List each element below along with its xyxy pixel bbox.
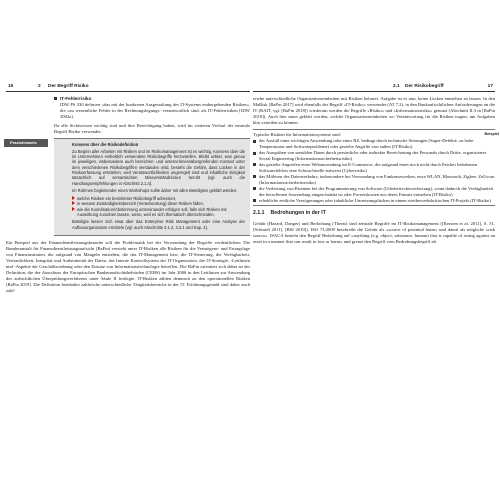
left-paragraph-1: Da alle Sichtweisen wichtig sind und ihre Berechtigung haben, wird im weiteren Verlauf der neutrale Begriff Risiko verwendet. [54, 122, 250, 134]
list-item: in wessen Zuständigkeitsbereich (Verantwortung) diese Risiken fallen, [72, 201, 245, 206]
right-paragraph-2: Gefahr (Hazard, Danger) und Bedrohung (Threat) sind zentrale Begriffe im IT-Risikomanagement ([Kersten et al. 2011], S. 51, [Schmidt 2011], [BSI 2019]). ISO 73:2009 beschreibt die Gefahr als »source of potential harm« und damit als mögliche »risk source«. ISACA bezieht den Begriff Bedrohung auf »anything (e.g. object, substance, human) that is capable of acting against an asset in a manner that can result in loss or harm« und grenzt den Begriff vom Bedrohungsbegriff ab. [253, 221, 495, 245]
list-item: erhebliche zeitliche Verzögerungen oder inhaltliche Umsetzungslücken in einem wettbewerbskritischen IT-Projekt (IT-Risiko) [253, 198, 495, 204]
list-item: das gezielte Angreifen einer Webanwendung im E-Commerce, die aufgrund eines noch nicht durch Patches behobenen Softwarefehlers eine Schwachstelle aufweist (Cyberrisiko) [253, 162, 495, 174]
practice-note-title: Konsens über die Risikodefinition [72, 142, 139, 148]
subsection-heading [253, 211, 495, 217]
right-paragraph-1: reiche unterschiedliche Organisationseinheiten mit Risiken belastet. Aufgabe ist es nun, keine Lücken entstehen zu lassen. In den MaRisk [BaFin 2017] wird ebenfalls der Begriff »IT-Risiko« verwendet (AT 7.2), in den Bankaufsichtlichen Anforderungen an die IT (BAIT, vgl. [BaFin 2018]) wiederum werden die Begriffe »Risiko« und »Informationsrisiko« genutzt (Abschnitt II.3 in [BaFin 2018]). Auch hier muss geklärt werden, welche Organisationseinheiten wo Verantwortung für die Risiken tragen, um Aufgaben klar verteilen zu können. [253, 96, 495, 125]
practice-note-text-2: Im Rahmen begleitender eines Workshops sollte daher mit allen Beteiligten geklärt werden, [72, 188, 238, 194]
practice-note-text-1: Zu Beginn aller Arbeiten mit Risiken und im Risikomanagement ist es wichtig, Konsens über die im Unternehmen einheitlich verwendete Risikobegriffe herzustellen. Bleibt unklar, was genau im jeweiligen, insbesondere auch bereichen- und unternehmensübergreifenden Kontext unter dem verschiedenen Risikobegriffen verstanden wird, besteht die Gefahr, dass Lücken in der Risikoerfassung entstehen, weil Verantwortlichkeiten ungeregelt sind und inhaltliche Einigkeit tatsächlich auf semantischen Missverständnissen beruht (vgl. auch die Handlungsempfehlungen in Abschnitt 2.1.4). [72, 148, 245, 186]
red-arrow-icon [72, 201, 75, 205]
practice-note-box [10, 138, 250, 236]
subsection-number: 2.1.1 [253, 210, 265, 217]
definition-item-title: IT-Fehlerrisiko [60, 96, 92, 101]
list-item: welche Risiken ein bestimmter Risikobegriff adressiert, [72, 196, 245, 201]
chapter-number: 2 [38, 84, 41, 89]
subsection-title: Bedrohungen in der IT [270, 210, 326, 217]
bullet-square-icon [253, 187, 256, 190]
bullet-square-icon [54, 97, 57, 100]
bullet-square-icon [253, 140, 256, 143]
bullet-square-icon [253, 152, 256, 155]
practice-note-text-3: Beteiligte lassen sich etwa über das Enterprise Risk Management oder eine Analyse der Aufbauorganisation ermitteln (vgl. auch Abschnitte 3.1.2, 3.2.1 und Kap. 4). [72, 219, 245, 230]
list-item: wie die Koordination/Abstimmung untereinander erfolgen soll, falls sich Risiken mit Auswirkung zuordnen lassen, wenn, weil es sich thematisch überschneiden. [72, 207, 245, 218]
list-item: der Ausfall einer wichtigen Anwendung oder eines RZ, bedingt durch technische Störungen (Super-Defekte, zu hohe Temperaturen und Softwareprobleme) oder gezielte Angriffe von außen (IT-Risiko) [253, 138, 495, 150]
right-page-number: 17 [487, 84, 493, 89]
risk-examples-box [253, 129, 499, 207]
right-page-header [253, 83, 495, 92]
list-item: das Mitlesen des Datenverkehrs, insbesondere bei Verwendung von Funknetzwerken, etwa WLAN, Bluetooth, Zigbee, ZeUscan (Informationssicherheitsrisiko) [253, 174, 495, 186]
left-page-header [6, 83, 250, 92]
risk-list-intro: Typische Risiken für Informationssysteme sind: [253, 131, 341, 137]
left-paragraph-2: Ein Beispiel aus der Finanzdienstleistungsbranche soll die Problematik bei der Verwendung der Begriffe verdeutlichen: Die Bundesanstalt für Finanzdienstleistungsaufsicht (BaFin) versteht unter IT-Risiken alle Risiken für die Vermögens- und Ertragslage von Finanzinstituten, die aufgrund von Mängeln entstehen, die das IT-Management bzw. die IT-Steuerung, die Verfügbarkeit, Vertraulichkeit, Integrität und Authentizität der Daten, das Interne Kontrollsystem der IT-Organisation, die IT-Strategie, -Leitlinien und -Aspekte der Geschäftsordnung oder den Einsatz von Informationstechnologie betreffen. Die BaFin orientiert sich dabei an der Definition, die der Ausschuss der Europäischen Bankenaufsichtsbehörden (CEBS) im Jahr 2006 in den Leitlinien zur Anwendung des aufsichtlichen Überprüfungsverfahrens unter Säule II festlegte. IT-Risiken zählen demnach zu den operationellen Risiken [BaFin 2019]. Die Definition beinhaltet zahlreiche unterschiedliche Tätigkeitsbereiche in der IT. Erfahrungsgemäß sind daher auch zahl- [6, 240, 250, 293]
example-margin-label: Beispiel [484, 131, 499, 136]
bullet-square-icon [253, 199, 256, 202]
bullet-square-icon [253, 163, 256, 166]
definition-item-text: IDW PS 330 definiert »das mit der konkreten Ausgestaltung des IT-Systems einhergehenden Risiken«, die »zu wesentliche Fehler in der Rechnungslegungs- verantwortlich sind, als IT-Fehlerrisiken [IDW 2002a]. [60, 101, 250, 119]
list-item: das Ausspähen von sensiblen Daten durch persönliche oder indirekte Bereicherung des Personals durch Dritte, organisiertes Social Engineering (Informationssicherheitsrisiko) [253, 150, 495, 162]
red-arrow-icon [72, 207, 75, 211]
left-page [6, 83, 250, 413]
left-page-number: 16 [8, 84, 14, 89]
chapter-title: Der Begriff Risiko [48, 84, 89, 89]
definition-item [54, 96, 250, 120]
bullet-square-icon [253, 175, 256, 178]
red-arrow-icon [72, 196, 75, 200]
practice-note-bullets [72, 196, 245, 217]
right-page [253, 83, 499, 413]
list-item: die Verletzung von Patenten bei der Programmierung von Software (Urheberrechtsverletzung), wenn dadurch die Verfügbarkeit der betroffenen Anwendung eingeschränkt ist oder Prozesskosten aus deren Einsatz entstehen (IT-Risiko) [253, 186, 495, 198]
practice-note-tag: Praxishinweis [4, 139, 48, 146]
section-title: Der Risikobegriff [405, 84, 444, 89]
section-number: 2.1 [393, 84, 400, 89]
